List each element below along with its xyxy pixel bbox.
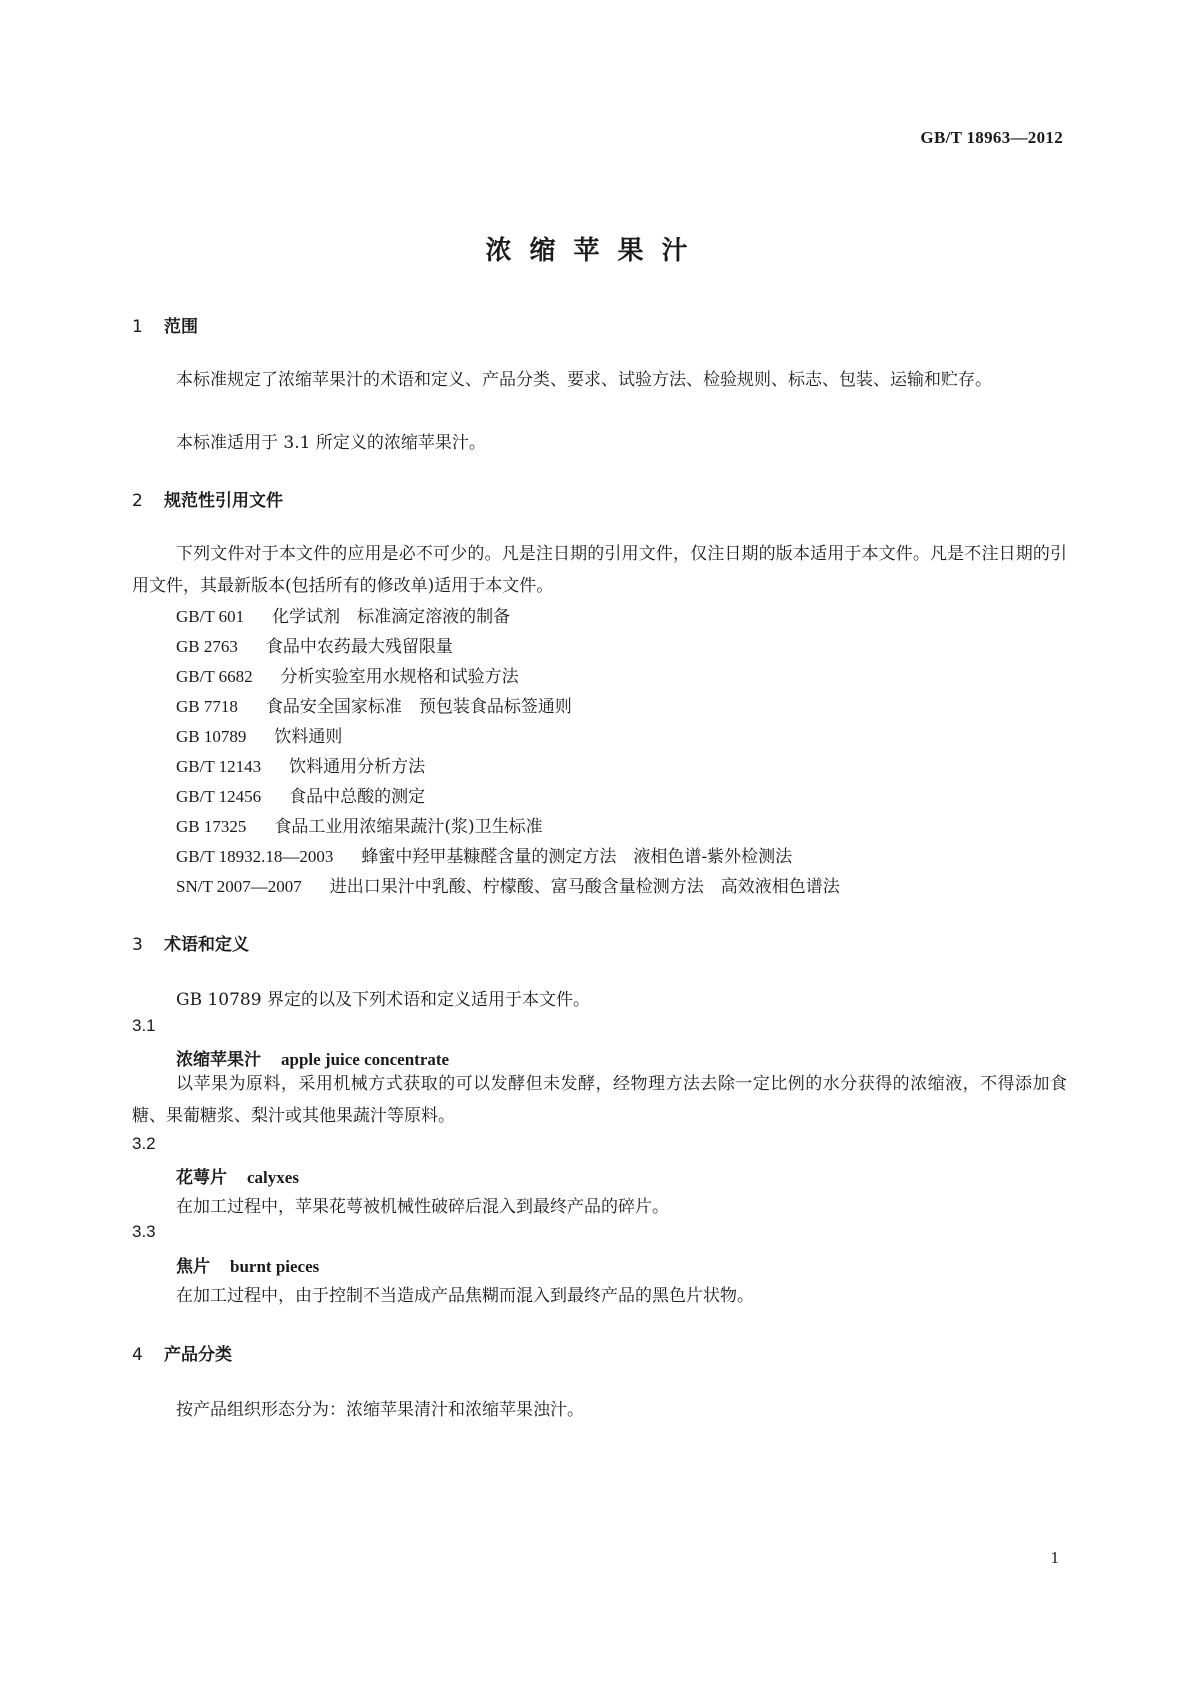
reference-title: 食品中总酸的测定 [289,787,426,807]
section-number: 2 [132,491,143,511]
section-2-paragraph-1: 下列文件对于本文件的应用是必不可少的。凡是注日期的引用文件，仅注日期的版本适用于本文件。凡是不注日期的引用文件，其最新版本(包括所有的修改单)适用于本文件。 [132,544,1067,596]
normative-reference [176,872,840,897]
reference-code: GB 10789 [176,727,247,746]
section-3-paragraph-1: GB 10789 界定的以及下列术语和定义适用于本文件。 [176,990,590,1010]
reference-code: GB 2763 [176,637,238,656]
section-2-heading [132,486,283,511]
section-4-paragraph-1: 按产品组织形态分为：浓缩苹果清汁和浓缩苹果浊汁。 [176,1400,584,1420]
term-definition: 以苹果为原料，采用机械方式获取的可以发酵但未发酵，经物理方法去除一定比例的水分获得的浓缩液，不得添加食糖、果葡糖浆、梨汁或其他果蔬汁等原料。 [132,1074,1067,1126]
term-definition: 在加工过程中，由于控制不当造成产品焦糊而混入到最终产品的黑色片状物。 [176,1286,754,1306]
clause-number: 3.2 [132,1134,156,1153]
reference-title: 食品安全国家标准 预包装食品标签通则 [265,697,572,717]
term-definition: 在加工过程中，苹果花萼被机械性破碎后混入到最终产品的碎片。 [176,1197,669,1217]
term-en: burnt pieces [230,1257,320,1276]
reference-code: GB 17325 [176,817,247,836]
term-zh: 花萼片 [176,1168,227,1188]
normative-reference [176,722,342,747]
section-1-heading [132,312,198,337]
section-number: 3 [132,935,143,955]
reference-title: 饮料通用分析方法 [289,757,426,777]
reference-code: GB/T 12456 [176,787,262,806]
reference-code: SN/T 2007—2007 [176,877,302,896]
normative-reference [176,662,519,687]
normative-reference [176,782,425,807]
reference-title: 进出口果汁中乳酸、柠檬酸、富马酸含量检测方法 高效液相色谱法 [329,877,840,897]
document-title: 浓缩苹果汁 [485,236,706,266]
reference-title: 分析实验室用水规格和试验方法 [280,667,519,687]
term-zh: 焦片 [176,1257,210,1277]
term-zh: 浓缩苹果汁 [176,1050,261,1070]
clause-number: 3.1 [132,1016,156,1035]
section-3-heading [132,930,249,955]
reference-code: GB 7718 [176,697,238,716]
term-entry [176,1252,319,1277]
term-entry [176,1045,449,1070]
term-entry [176,1163,299,1188]
reference-code: GB/T 18932.18—2003 [176,847,334,866]
section-1-paragraph-1: 本标准规定了浓缩苹果汁的术语和定义、产品分类、要求、试验方法、检验规则、标志、包装、运输和贮存。 [176,370,992,390]
reference-title: 化学试剂 标准滴定溶液的制备 [272,607,511,627]
reference-code: GB/T 601 [176,607,245,626]
section-number: 1 [132,317,143,337]
normative-reference [176,602,510,627]
reference-title: 饮料通则 [274,727,343,747]
standard-code: GB/T 18963—2012 [920,128,1063,147]
normative-reference [176,632,453,657]
reference-code: GB/T 6682 [176,667,253,686]
page-number: 1 [1050,1548,1059,1567]
normative-reference [176,692,572,717]
reference-title: 食品中农药最大残留限量 [265,637,453,657]
clause-number: 3.3 [132,1222,156,1241]
section-1-paragraph-2: 本标准适用于 3.1 所定义的浓缩苹果汁。 [176,433,486,453]
section-title: 范围 [164,317,198,337]
section-number: 4 [132,1345,143,1365]
term-en: apple juice concentrate [281,1050,450,1069]
reference-title: 蜂蜜中羟甲基糠醛含量的测定方法 液相色谱-紫外检测法 [361,847,793,867]
section-title: 规范性引用文件 [164,491,283,511]
section-4-heading [132,1340,232,1365]
normative-reference [176,812,543,837]
section-title: 术语和定义 [164,935,249,955]
reference-code: GB/T 12143 [176,757,262,776]
term-en: calyxes [247,1168,299,1187]
reference-title: 食品工业用浓缩果蔬汁(浆)卫生标准 [274,817,543,837]
normative-reference [176,752,425,777]
normative-reference [176,842,792,867]
section-title: 产品分类 [164,1345,232,1365]
